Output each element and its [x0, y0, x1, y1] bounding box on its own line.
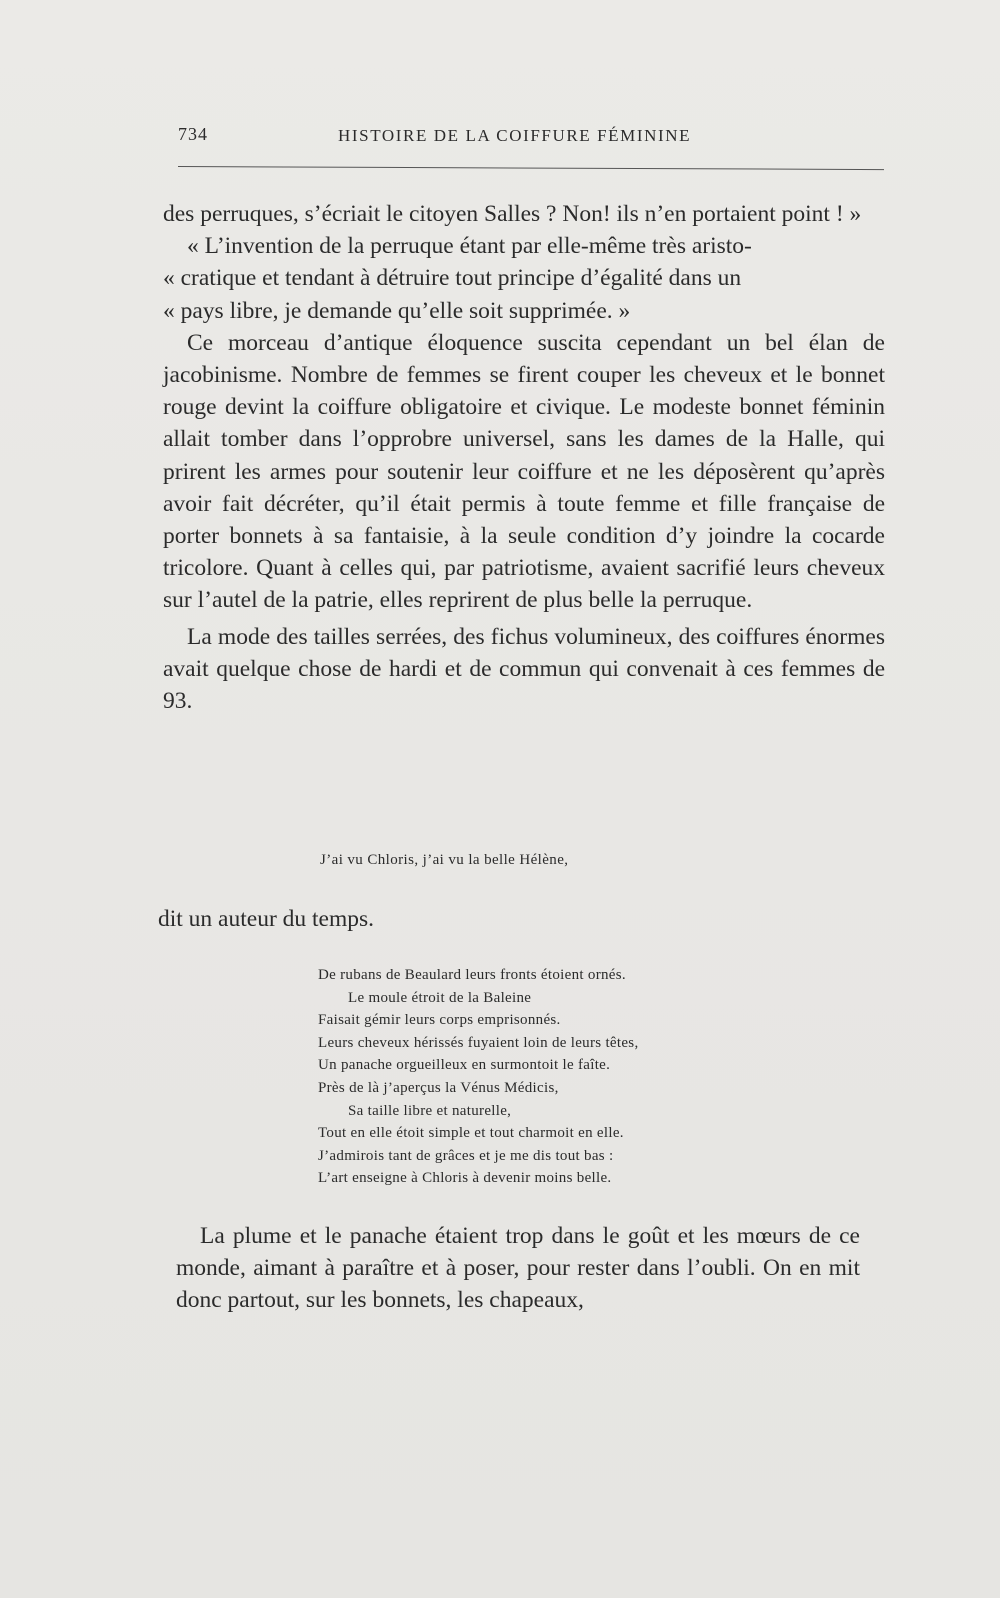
paragraph-plume: La plume et le panache étaient trop dans le goût et les mœurs de ce monde, aimant à paraître et à poser, pour rester dans l’oubli. On en mit donc partout, sur les bonnets, les chapeaux, — [176, 1223, 860, 1314]
header-rule — [178, 166, 884, 170]
verse-line: J’admirois tant de grâces et je me dis tout bas : — [318, 1147, 614, 1164]
main-text — [163, 198, 885, 717]
verse-line: Près de là j’aperçus la Vénus Médicis, — [318, 1079, 559, 1096]
verse-line: Sa taille libre et naturelle, — [348, 1102, 512, 1119]
paragraph-mode: La mode des tailles serrées, des fichus volumineux, des coiffures énormes avait quelque chose de hardi et de commun qui convenait à ces femmes de 93. — [163, 623, 885, 715]
verse-line: Un panache orgueilleux en surmontoit le faîte. — [318, 1057, 611, 1074]
verse-quotation: J’ai vu Chloris, j’ai vu la belle Hélène, — [320, 852, 569, 868]
verse-line: Le moule étroit de la Baleine — [348, 989, 532, 1006]
verse-block — [318, 964, 738, 1190]
quote-line-1: « L’invention de la perruque étant par elle-même très aristo- — [187, 233, 752, 260]
verse-line: Tout en elle étoit simple et tout charmoit en elle. — [318, 1125, 624, 1142]
page-header — [178, 124, 884, 154]
paragraph-perruques: des perruques, s’écriait le citoyen Salles ? Non! ils n’en portaient point ! » — [163, 201, 862, 227]
quote-line-3: « pays libre, je demande qu’elle soit supprimée. » — [163, 297, 631, 324]
verse-line: De rubans de Beaulard leurs fronts étoient ornés. — [318, 967, 626, 983]
verse-line: L’art enseigne à Chloris à devenir moins belle. — [318, 1170, 612, 1187]
paragraph-jacobinisme: Ce morceau d’antique éloquence suscita cependant un bel élan de jacobinisme. Nombre de femmes se firent couper les cheveux et le bonnet rouge devint la coiffure obligatoire et civique. Le modeste bonnet féminin allait tomber dans l’opprobre universel, sans les dames de la Halle, qui prirent les armes pour soutenir leur coiffure et ne les déposèrent qu’après avoir fait décréter, qu’il était permis à toute femme et fille française de porter bonnets à sa fantaisie, à la seule condition d’y joindre la cocarde tricolore. Quant à celles qui, par patriotisme, avaient sacrifié leurs cheveux sur l’autel de la patrie, elles reprirent de plus belle la perruque. — [163, 329, 885, 614]
running-title: HISTOIRE DE LA COIFFURE FÉMININE — [338, 126, 692, 145]
attribution-line: dit un auteur du temps. — [158, 906, 375, 932]
verse-line: Faisait gémir leurs corps emprisonnés. — [318, 1012, 561, 1029]
quote-line-2: « cratique et tendant à détruire tout principe d’égalité dans un — [163, 265, 742, 292]
page-number: 734 — [178, 124, 208, 144]
closing-text — [176, 1220, 860, 1317]
verse-line: Leurs cheveux hérissés fuyaient loin de leurs têtes, — [318, 1034, 639, 1051]
